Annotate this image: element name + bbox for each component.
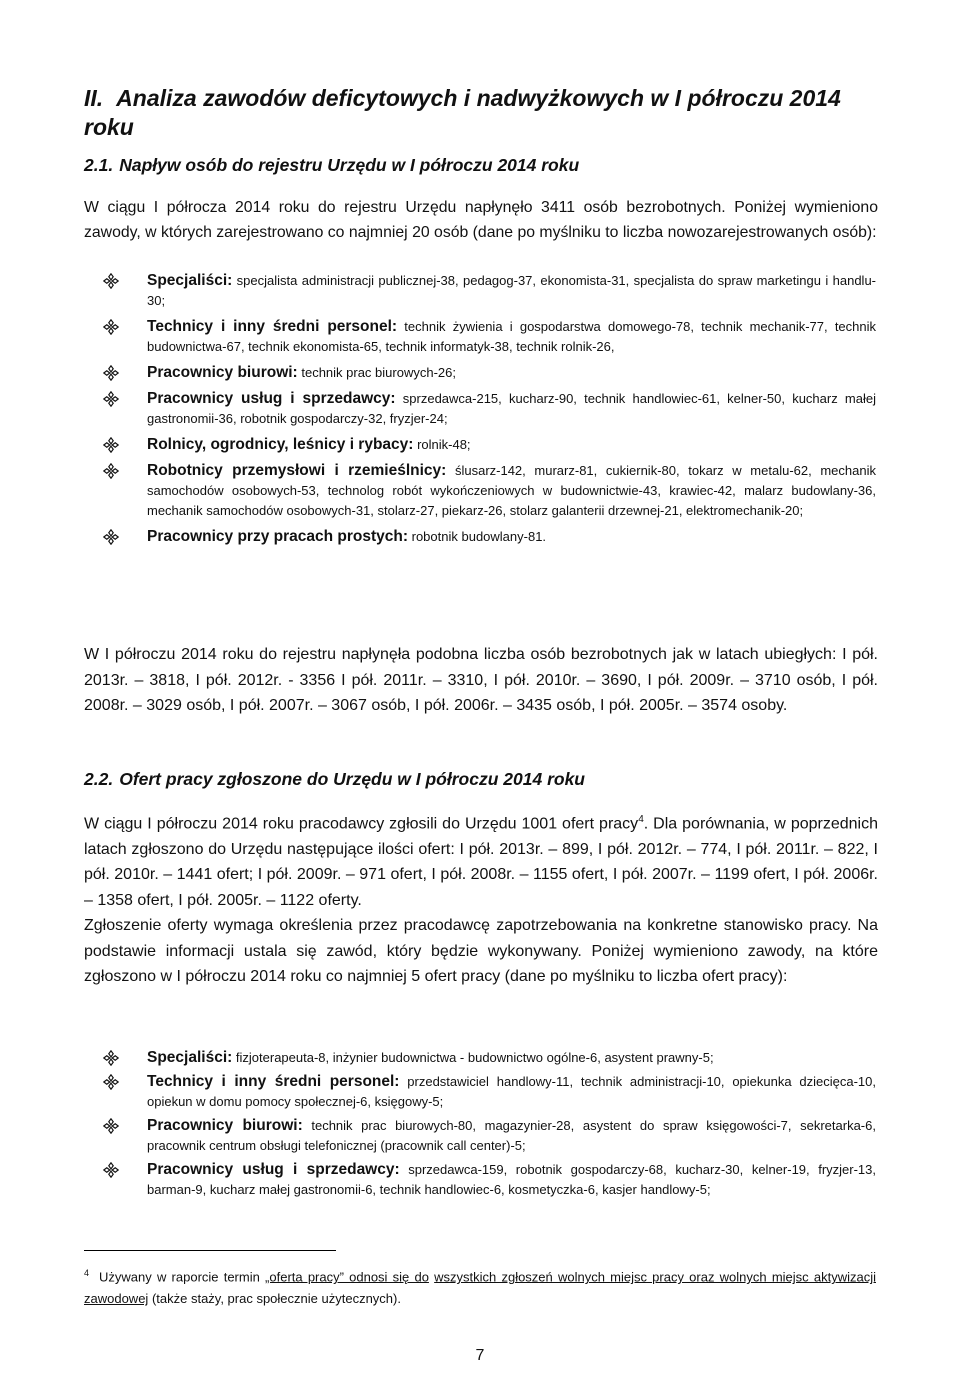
occupation-details: technik żywienia i gospodarstwa domowego-78, technik mechanik-77, technik budownictwa-67, technik ekonomista-65, technik informatyk-38, technik rolnik-26, (147, 319, 877, 354)
list-item (103, 363, 876, 383)
registration-comparison-paragraph: W I półroczu 2014 roku do rejestru napłynęła podobna liczba osób bezrobotnych jak w latach ubiegłych: I pół. 2013r. – 3818, I pół. 2012r. - 3356 I pół. 2011r. – 3310, I pół. 2010r. – 3690, I pół. 2009r. – 3710 osób, I pół. 2008r. – 3029 osób, I pół. 2007r. – 3067 osób, I pół. 2006r. – 3435 osób, I pół. 2005r. – 3574 osoby. (84, 646, 878, 714)
list-item (103, 271, 876, 311)
list-item (103, 435, 876, 455)
four-diamond-bullet-icon (103, 1074, 119, 1090)
occupation-details: rolnik-48; (413, 437, 471, 452)
footnote-reference: 4 (638, 814, 644, 825)
occupation-details: przedstawiciel handlowy-11, technik administracji-10, opiekunka dziecięca-10, opiekun w domu pomocy społecznej-6, księgowy-5; (147, 1074, 876, 1109)
occupation-category: Technicy i inny średni personel: (147, 318, 398, 335)
occupation-category: Specjaliści: (147, 1049, 233, 1066)
four-diamond-bullet-icon (103, 1118, 119, 1134)
occupation-details: sprzedawca-215, kucharz-90, technik handlowiec-61, kelner-50, kucharz małej gastronomii-36, robotnik gospodarczy-32, fryzjer-24; (147, 391, 877, 426)
section-heading-2-2 (84, 768, 884, 790)
four-diamond-bullet-icon (103, 463, 119, 479)
footnote (84, 1262, 876, 1310)
section-number: 2.2. (84, 769, 114, 789)
section-title: Napływ osób do rejestru Urzędu w I półroczu 2014 roku (119, 155, 580, 175)
chapter-heading (84, 84, 884, 142)
four-diamond-bullet-icon (103, 319, 119, 335)
four-diamond-bullet-icon (103, 391, 119, 407)
list-item (103, 527, 876, 547)
list-item (103, 1072, 876, 1112)
occupation-details: sprzedawca-159, robotnik gospodarczy-68, kucharz-30, kelner-19, fryzjer-13, barman-9, kucharz małej gastronomii-6, technik handlowiec-6, kosmetyczka-6, kasjer handlowy-5; (147, 1162, 877, 1197)
occupation-details: fizjoterapeuta-8, inżynier budownictwa - budownictwo ogólne-6, asystent prawny-5; (232, 1050, 714, 1065)
four-diamond-bullet-icon (103, 1050, 119, 1066)
job-offer-definition-text: Zgłoszenie oferty wymaga określenia przez pracodawcę zapotrzebowania na konkretne stanowisko pracy. Na podstawie informacji ustala się zawód, który będzie wykonywany. Poniżej wymieniono zawody, na które zgłoszono w I półroczu 2014 roku co najmniej 5 ofert pracy (dane po myślniku to liczba ofert pracy): (84, 917, 878, 986)
list-item (103, 389, 876, 429)
chapter-title: Analiza zawodów deficytowych i nadwyżkowych w I półroczu 2014 roku (84, 85, 841, 140)
occupation-details: technik prac biurowych-26; (297, 365, 456, 380)
list-item (103, 461, 876, 521)
occupation-category: Technicy i inny średni personel: (147, 1073, 400, 1090)
job-offers-comparison-text: . Dla porównania, w poprzednich latach zgłoszono do Urzędu następujące ilości ofert: I pół. 2013r. – 899, I pół. 2012r. – 774, I pół. 2011r. – 822, I pół. 2010r. – 1441 ofert; I pół. 2009r. – 971 ofert, I pół. 2008r. – 1155 ofert, I pół. 2007r. – 1199 ofert, I pół. 2006r. – 1358 ofert, I pół. 2005r. – 1122 oferty. (84, 815, 878, 909)
four-diamond-bullet-icon (103, 273, 119, 289)
section-number: 2.1. (84, 155, 114, 175)
job-offers-text: W ciągu I półroczu 2014 roku pracodawcy zgłosili do Urzędu 1001 ofert pracy (84, 815, 639, 833)
list-item (103, 317, 876, 357)
occupation-details: specjalista administracji publicznej-38, pedagog-37, ekonomista-31, specjalista do spraw marketingu i handlu-30; (147, 273, 876, 308)
list-item (103, 1116, 876, 1156)
footnote-underlined-text: wszystkich zgłoszeń wolnych miejsc pracy oraz wolnych miejsc aktywizacji zawodowej (84, 1269, 876, 1307)
registered-occupations-list (103, 271, 876, 553)
occupation-category: Pracownicy usług i sprzedawcy: (147, 1161, 400, 1178)
occupation-category: Pracownicy przy pracach prostych: (147, 528, 409, 545)
page-number: 7 (475, 1347, 485, 1364)
four-diamond-bullet-icon (103, 437, 119, 453)
offered-occupations-list (103, 1048, 876, 1204)
occupation-details: robotnik budowlany-81. (408, 529, 547, 544)
footnote-text: (także staży, prac społecznie użytecznych). (148, 1291, 401, 1307)
chapter-number: II. (84, 85, 104, 111)
occupation-category: Robotnicy przemysłowi i rzemieślnicy: (147, 462, 447, 479)
four-diamond-bullet-icon (103, 365, 119, 381)
job-offers-paragraph (84, 807, 878, 990)
occupation-category: Pracownicy biurowi: (147, 1117, 303, 1134)
footnote-separator (84, 1250, 336, 1251)
occupation-category: Specjaliści: (147, 272, 233, 289)
section-heading-2-1 (84, 154, 884, 176)
list-item (103, 1048, 876, 1068)
footnote-underlined-text: „oferta pracy” odnosi się do (265, 1269, 429, 1285)
footnote-text: Używany w raporcie termin (99, 1269, 266, 1285)
four-diamond-bullet-icon (103, 529, 119, 545)
occupation-category: Pracownicy usług i sprzedawcy: (147, 390, 396, 407)
occupation-details: ślusarz-142, murarz-81, cukiernik-80, tokarz w metalu-62, mechanik samochodów osobowych-53, technolog robót wykończeniowych w budownictwie-43, krawiec-42, malarz budowlany-36, mechanik samochodów osobowych-31, stolarz-27, piekarz-26, stolarz galanterii drzewnej-21, elektromechanik-20; (147, 463, 876, 518)
occupation-details: technik prac biurowych-80, magazynier-28, asystent do spraw księgowości-7, sekretarka-6, pracownik centrum obsługi telefonicznej (pracownik call center)-5; (147, 1118, 876, 1153)
footnote-number: 4 (84, 1268, 90, 1278)
section-intro-paragraph: W ciągu I półrocza 2014 roku do rejestru Urzędu napłynęło 3411 osób bezrobotnych. Poniżej wymieniono zawody, w których zarejestrowano co najmniej 20 osób (dane po myślniku to liczba nowozarejestrowanych osób): (84, 199, 878, 241)
section-title: Ofert pracy zgłoszone do Urzędu w I półroczu 2014 roku (119, 769, 585, 789)
occupation-category: Rolnicy, ogrodnicy, leśnicy i rybacy: (147, 436, 414, 453)
list-item (103, 1160, 876, 1200)
four-diamond-bullet-icon (103, 1162, 119, 1178)
occupation-category: Pracownicy biurowi: (147, 364, 298, 381)
